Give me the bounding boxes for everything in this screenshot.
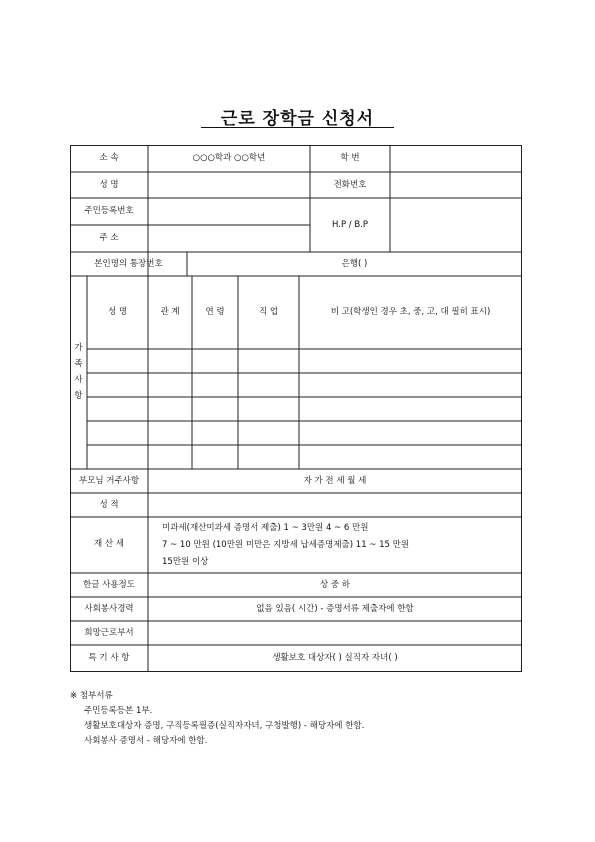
affiliation-label: 소 속 [99,153,119,163]
phone-field[interactable] [392,174,520,196]
family-side-label-3: 사 [74,375,83,385]
resident-id-field[interactable] [150,200,308,223]
attachment-item-2: 생활보호대상자 증명, 구직등록필증(실직자자녀, 구청발행) - 해당자에 한함. [84,721,365,731]
property-tax-line-2[interactable]: 7 ~ 10 만원 (10만원 미만은 지방세 납세증명제출) 11 ~ 15 만원 [162,540,410,550]
family-side-label-2: 족 [74,359,83,369]
grades-field[interactable] [150,495,520,515]
application-form-table [70,145,522,672]
attachment-item-1: 주민등록등본 1부. [84,706,153,716]
bank-name-field[interactable]: 은행( ) [341,259,368,269]
attachments-heading: ※ 첨부서류 [70,691,113,701]
phone-label: 전화번호 [333,180,367,190]
title-underline [201,127,394,128]
hangul-usage-label: 한글 사용정도 [83,580,135,590]
special-notes-options[interactable]: 생활보호 대상자( ) 실직자 자녀( ) [272,653,398,663]
affiliation-value: ○○○학과 ○○학년 [192,153,266,163]
attachment-item-3: 사회봉사 증명서 - 해당자에 한함. [84,736,208,746]
volunteer-options[interactable]: 없음 있음( 시간) - 증명서류 제출자에 한함 [256,604,414,614]
hp-bp-field[interactable] [392,200,520,250]
family-side-label-1: 가 [74,343,83,353]
parents-residence-label: 부모님 거주사항 [78,476,140,486]
family-header-relation: 관 계 [160,307,180,317]
student-number-label: 학 번 [340,153,360,163]
desired-department-label: 희망근로부서 [84,628,134,638]
family-header-name: 성 명 [107,307,128,317]
student-number-field[interactable] [390,147,520,170]
parents-residence-options[interactable]: 자 가 전 세 월 세 [303,476,367,486]
hangul-usage-options[interactable]: 상 중 하 [319,580,351,590]
family-side-label-4: 항 [74,391,83,401]
special-notes-label: 특 기 사 항 [88,653,130,663]
name-label: 성 명 [99,180,119,190]
desired-department-field[interactable] [150,623,520,643]
name-field[interactable] [150,174,308,196]
volunteer-label: 사회봉사경력 [84,604,134,614]
property-tax-line-1[interactable]: 미과세(재산미과세 증명서 제출) 1 ~ 3만원 4 ~ 6 만원 [162,523,369,533]
grades-label: 성 적 [99,500,119,510]
hp-bp-label: H.P / B.P [332,220,368,230]
address-field[interactable] [150,227,308,250]
form-title: 근로 장학금 신청서 [220,109,375,129]
attachment-notes [70,689,364,749]
property-tax-label: 재 산 세 [93,539,125,549]
address-label: 주 소 [99,233,119,243]
resident-id-label: 주민등록번호 [84,206,134,216]
family-header-age: 연 령 [205,307,225,317]
bank-account-label: 본인명의 통장번호 [94,259,163,269]
property-tax-line-3[interactable]: 15만원 이상 [162,557,209,567]
family-header-job: 직 업 [258,307,279,317]
family-header-remarks: 비 고(학생인 경우 초, 중, 고, 대 필히 표시) [330,307,491,317]
